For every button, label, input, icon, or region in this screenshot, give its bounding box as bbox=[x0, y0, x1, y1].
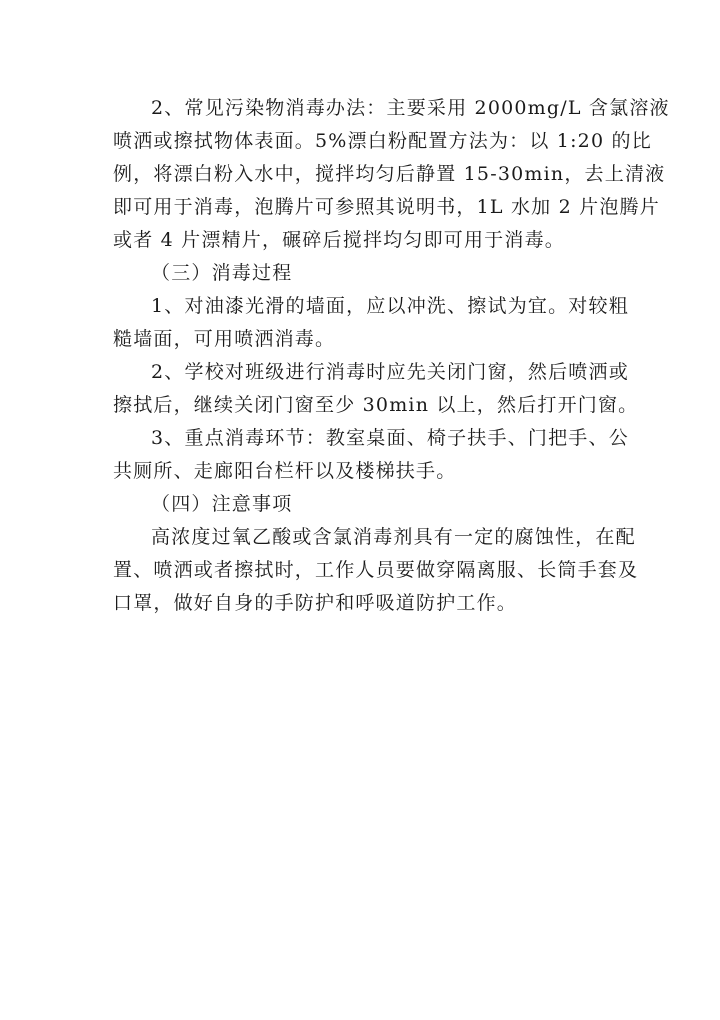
text-line: 置、喷洒或者擦拭时，工作人员要做穿隔离服、长筒手套及 bbox=[113, 559, 639, 581]
paragraph-key-areas bbox=[113, 422, 629, 488]
paragraph-pollutant-disinfection bbox=[113, 92, 670, 257]
text-line: 共厕所、走廊阳台栏杆以及楼梯扶手。 bbox=[113, 460, 457, 482]
text-line: 2、学校对班级进行消毒时应先关闭门窗，然后喷洒或 bbox=[151, 361, 629, 383]
text-line: 即可用于消毒，泡腾片可参照其说明书，1L 水加 2 片泡腾片 bbox=[113, 196, 660, 218]
text-line: 3、重点消毒环节：教室桌面、椅子扶手、门把手、公 bbox=[151, 427, 629, 449]
document-body bbox=[113, 92, 670, 620]
paragraph-wall-cleaning bbox=[113, 290, 629, 356]
text-line: 高浓度过氧乙酸或含氯消毒剂具有一定的腐蚀性，在配 bbox=[151, 526, 636, 548]
text-line: 2、常见污染物消毒办法：主要采用 2000mg/L 含氯溶液 bbox=[151, 97, 670, 119]
text-line: 擦拭后，继续关闭门窗至少 30min 以上，然后打开门窗。 bbox=[113, 394, 639, 416]
text-line: 1、对油漆光滑的墙面，应以冲洗、擦试为宜。对较粗 bbox=[151, 295, 629, 317]
heading-line: （三）消毒过程 bbox=[151, 262, 293, 284]
text-line: 例，将漂白粉入水中，搅拌均匀后静置 15-30min，去上清液 bbox=[113, 163, 666, 185]
paragraph-precautions bbox=[113, 521, 639, 620]
text-line: 口罩，做好自身的手防护和呼吸道防护工作。 bbox=[113, 592, 518, 614]
text-line: 糙墙面，可用喷洒消毒。 bbox=[113, 328, 336, 350]
section-heading-precautions bbox=[113, 488, 613, 521]
section-heading-disinfection-process bbox=[113, 257, 613, 290]
heading-line: （四）注意事项 bbox=[151, 493, 293, 515]
paragraph-classroom-disinfection bbox=[113, 356, 639, 422]
text-line: 喷洒或擦拭物体表面。5%漂白粉配置方法为：以 1:20 的比 bbox=[113, 130, 652, 152]
text-line: 或者 4 片漂精片，碾碎后搅拌均匀即可用于消毒。 bbox=[113, 229, 565, 251]
